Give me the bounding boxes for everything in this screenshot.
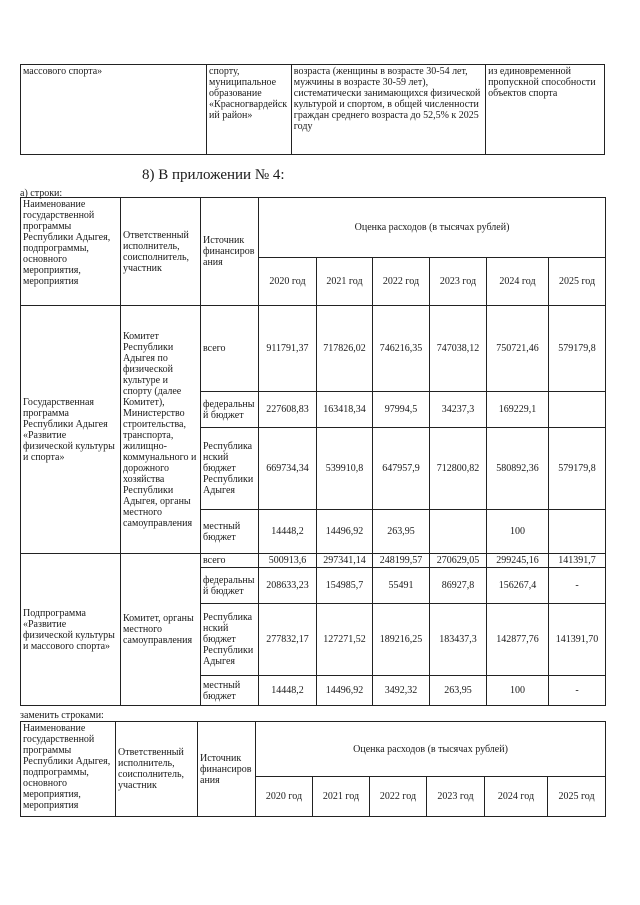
header-estimate: Оценка расходов (в тысячах рублей)	[256, 722, 606, 777]
table-cell: 227608,83	[259, 392, 317, 428]
top-col-2: спорту, муниципальное образование «Красногвардейский район»	[207, 65, 292, 155]
program-source: Республиканский бюджет Республики Адыгея	[201, 428, 259, 510]
table-cell: 647957,9	[373, 428, 430, 510]
label-replace: заменить строками:	[20, 710, 104, 721]
program-name: Государственная программа Республики Адыгея «Развитие физической культуры и спорта»	[21, 306, 121, 554]
table-cell: 14496,92	[317, 676, 373, 706]
table-cell	[549, 392, 606, 428]
table-cell: 299245,16	[487, 554, 549, 568]
year-2020: 2020 год	[259, 258, 317, 306]
program-source: местный бюджет	[201, 510, 259, 554]
year-2024: 2024 год	[487, 258, 549, 306]
table-cell	[430, 510, 487, 554]
table-cell: 746216,35	[373, 306, 430, 392]
table-cell: 747038,12	[430, 306, 487, 392]
table-cell: 97994,5	[373, 392, 430, 428]
table-cell: 163418,34	[317, 392, 373, 428]
table-cell: 100	[487, 676, 549, 706]
table-cell: 263,95	[430, 676, 487, 706]
table-cell: 208633,23	[259, 568, 317, 604]
year-2022: 2022 год	[370, 777, 427, 817]
subprogram-name: Подпрограмма «Развитие физической культуры и массового спорта»	[21, 554, 121, 706]
table-cell: 183437,3	[430, 604, 487, 676]
table-cell: -	[549, 568, 606, 604]
table-cell: 270629,05	[430, 554, 487, 568]
table-cell: 156267,4	[487, 568, 549, 604]
header-source: Источник финансирования	[201, 198, 259, 306]
table-cell: 189216,25	[373, 604, 430, 676]
table-cell: -	[549, 676, 606, 706]
header-source: Источник финансирования	[198, 722, 256, 817]
header-executor: Ответственный исполнитель, соисполнитель, участник	[121, 198, 201, 306]
table-cell: 669734,34	[259, 428, 317, 510]
year-2023: 2023 год	[430, 258, 487, 306]
year-2020: 2020 год	[256, 777, 313, 817]
subprogram-executor: Комитет, органы местного самоуправления	[121, 554, 201, 706]
year-2025: 2025 год	[549, 258, 606, 306]
year-2022: 2022 год	[373, 258, 430, 306]
top-col-4: из единовременной пропускной способности объектов спорта	[486, 65, 605, 155]
section-heading: 8) В приложении № 4:	[142, 167, 285, 183]
table-cell: 277832,17	[259, 604, 317, 676]
table-cell	[549, 510, 606, 554]
program-source: всего	[201, 306, 259, 392]
table-cell: 248199,57	[373, 554, 430, 568]
table-cell: 717826,02	[317, 306, 373, 392]
program-source: федеральный бюджет	[201, 392, 259, 428]
subprogram-source: всего	[201, 554, 259, 568]
table-cell: 580892,36	[487, 428, 549, 510]
year-2023: 2023 год	[427, 777, 485, 817]
table-cell: 579179,8	[549, 306, 606, 392]
table-cell: 127271,52	[317, 604, 373, 676]
table-cell: 14496,92	[317, 510, 373, 554]
table-cell: 750721,46	[487, 306, 549, 392]
table-cell: 141391,70	[549, 604, 606, 676]
table-cell: 911791,37	[259, 306, 317, 392]
expenses-table	[20, 197, 606, 706]
table-cell: 14448,2	[259, 676, 317, 706]
table-cell: 539910,8	[317, 428, 373, 510]
year-2024: 2024 год	[485, 777, 548, 817]
replacement-table	[20, 721, 606, 817]
top-col-1: массового спорта»	[21, 65, 207, 155]
header-estimate: Оценка расходов (в тысячах рублей)	[259, 198, 606, 258]
table-cell: 500913,6	[259, 554, 317, 568]
table-cell: 34237,3	[430, 392, 487, 428]
header-name: Наименование государственной программы Республики Адыгея, подпрограммы, основного мероприятия, мероприятия	[21, 722, 116, 817]
table-cell: 169229,1	[487, 392, 549, 428]
table-cell: 14448,2	[259, 510, 317, 554]
table-cell: 579179,8	[549, 428, 606, 510]
year-2021: 2021 год	[317, 258, 373, 306]
table-cell: 3492,32	[373, 676, 430, 706]
year-2025: 2025 год	[548, 777, 606, 817]
top-col-3: возраста (женщины в возрасте 30-54 лет, мужчины в возрасте 30-59 лет), систематически занимающихся физической культурой и спортом, в общей численности граждан среднего возраста до 52,5% к 2025 году	[291, 65, 485, 155]
label-strings: а) строки:	[20, 188, 63, 199]
table-cell: 142877,76	[487, 604, 549, 676]
subprogram-source: федеральный бюджет	[201, 568, 259, 604]
year-2021: 2021 год	[313, 777, 370, 817]
table-cell: 141391,7	[549, 554, 606, 568]
header-name: Наименование государственной программы Республики Адыгея, подпрограммы, основного мероприятия, мероприятия	[21, 198, 121, 306]
table-cell: 86927,8	[430, 568, 487, 604]
header-executor: Ответственный исполнитель, соисполнитель, участник	[116, 722, 198, 817]
top-table	[20, 64, 605, 155]
subprogram-source: местный бюджет	[201, 676, 259, 706]
table-cell: 712800,82	[430, 428, 487, 510]
program-executor: Комитет Республики Адыгея по физической культуре и спорту (далее Комитет), Министерство строительства, транспорта, жилищно-коммунального и дорожного хозяйства Республики Адыгея, органы местного самоуправления	[121, 306, 201, 554]
table-cell: 154985,7	[317, 568, 373, 604]
subprogram-source: Республиканский бюджет Республики Адыгея	[201, 604, 259, 676]
table-cell: 263,95	[373, 510, 430, 554]
table-cell: 100	[487, 510, 549, 554]
table-cell: 55491	[373, 568, 430, 604]
table-cell: 297341,14	[317, 554, 373, 568]
